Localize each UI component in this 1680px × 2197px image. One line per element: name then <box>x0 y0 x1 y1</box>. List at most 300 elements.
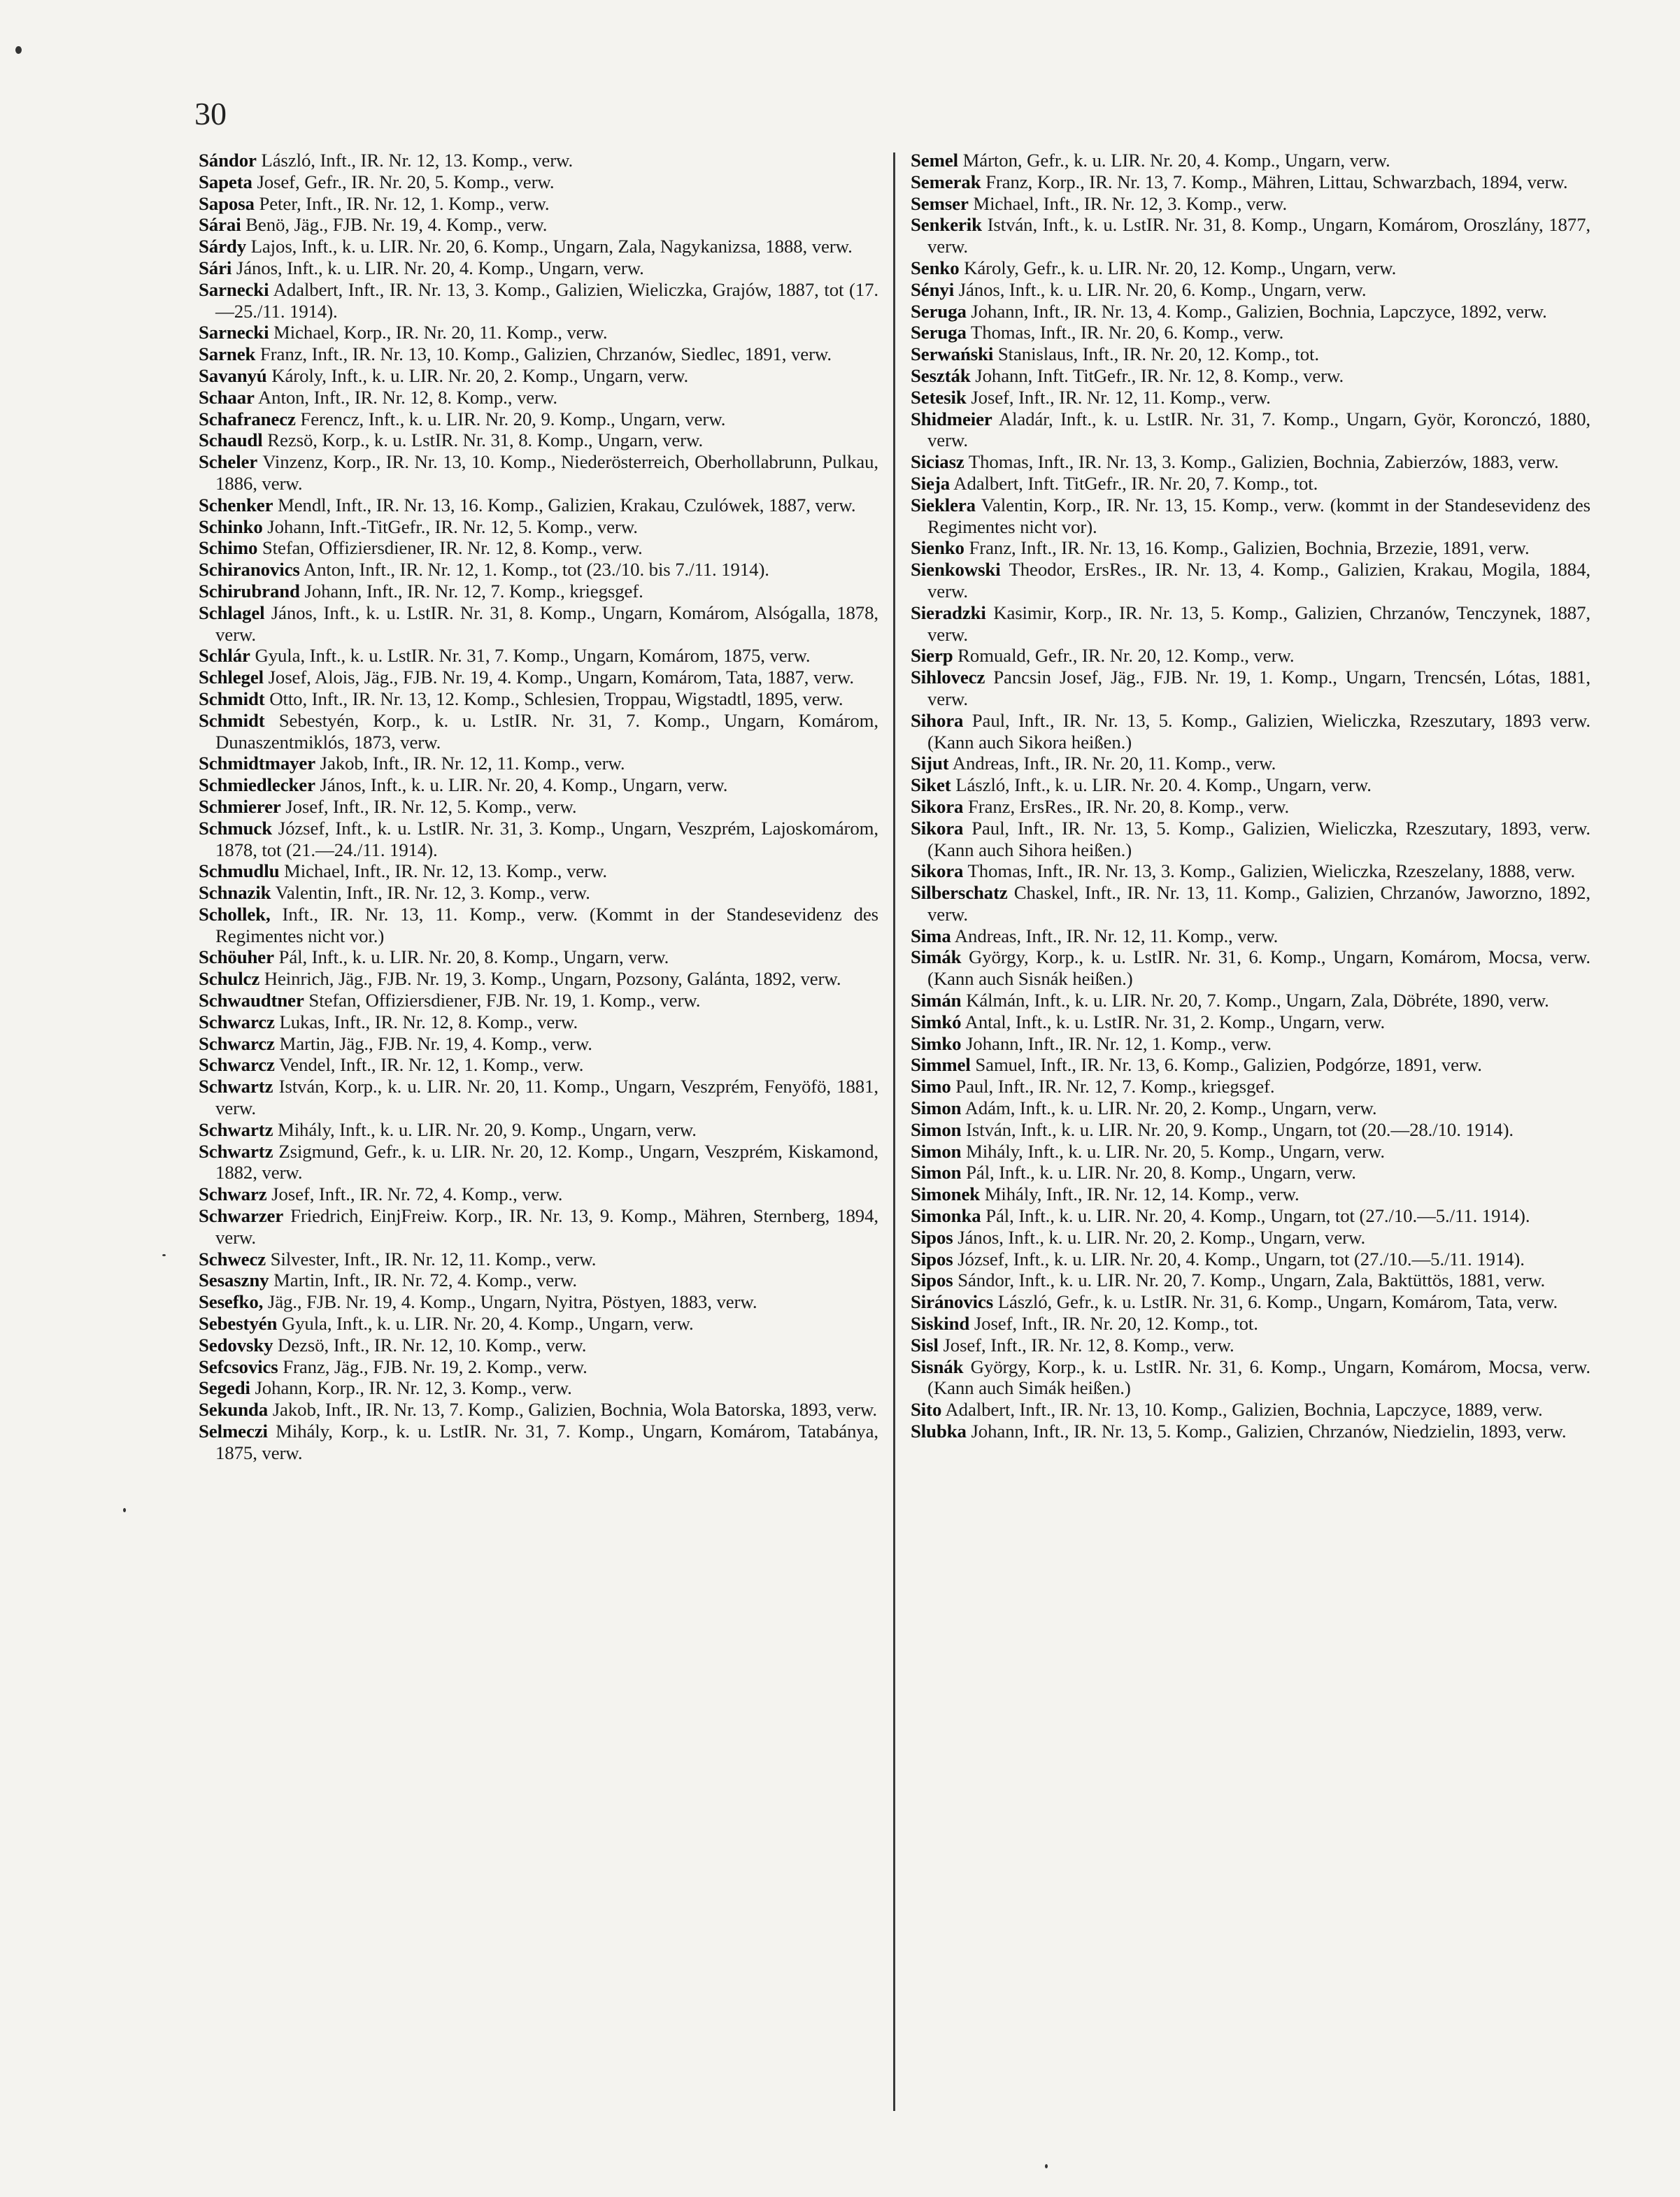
surname: Sikora <box>911 860 964 882</box>
entry-details: Lukas, Inft., IR. Nr. 12, 8. Komp., verw. <box>279 1011 578 1032</box>
roster-entry <box>199 1033 878 1055</box>
surname: Sándor <box>199 150 257 171</box>
surname: Simonka <box>911 1205 981 1227</box>
surname: Sienko <box>911 537 964 559</box>
surname: Sedovsky <box>199 1334 273 1356</box>
roster-entry <box>199 150 878 171</box>
entry-details: István, Inft., k. u. LIR. Nr. 20, 9. Komp., Ungarn, tot (20.—28./10. 1914). <box>966 1118 1514 1140</box>
surname: Senkerik <box>911 214 982 236</box>
roster-entry <box>199 516 878 538</box>
roster-entry <box>911 1335 1590 1356</box>
roster-entry <box>911 925 1590 947</box>
surname: Schinko <box>199 516 263 537</box>
ink-speck <box>15 46 22 54</box>
entry-details: Pancsin Josef, Jäg., FJB. Nr. 19, 1. Komp., Ungarn, Trencsén, Lótas, 1881, verw. <box>927 667 1590 709</box>
surname: Shidmeier <box>911 408 992 429</box>
roster-entry <box>911 1097 1590 1119</box>
entry-details: János, Inft., k. u. LIR. Nr. 20, 4. Komp., Ungarn, verw. <box>320 774 728 796</box>
entry-details: Josef, Gefr., IR. Nr. 20, 5. Komp., verw. <box>257 171 555 192</box>
surname: Sihlovecz <box>911 667 985 688</box>
surname: Sisnák <box>911 1356 964 1377</box>
entry-details: Jakob, Inft., IR. Nr. 12, 11. Komp., verw. <box>320 753 625 774</box>
surname: Siciasz <box>911 451 964 473</box>
entry-details: Josef, Inft., IR. Nr. 12, 8. Komp., verw. <box>943 1334 1234 1356</box>
entry-details: József, Inft., k. u. LIR. Nr. 20, 4. Komp., Ungarn, tot (27./10.—5./11. 1914). <box>958 1248 1525 1270</box>
ink-speck <box>162 1254 166 1256</box>
surname: Sarnek <box>199 343 256 365</box>
entry-details: László, Inft., IR. Nr. 12, 13. Komp., verw. <box>261 150 574 171</box>
surname: Sárai <box>199 214 241 236</box>
roster-entry <box>199 1249 878 1270</box>
surname: Sihora <box>911 709 964 731</box>
entry-details: János, Inft., k. u. LIR. Nr. 20, 2. Komp., Ungarn, verw. <box>958 1226 1366 1248</box>
entry-details: Franz, ErsRes., IR. Nr. 20, 8. Komp., verw. <box>967 795 1290 817</box>
surname: Simon <box>911 1097 962 1119</box>
roster-entry <box>199 1183 878 1205</box>
surname: Simán <box>911 990 962 1011</box>
entry-details: István, Korp., k. u. LIR. Nr. 20, 11. Komp., Ungarn, Veszprém, Fenyöfö, 1881, verw. <box>215 1076 878 1119</box>
roster-entry <box>199 581 878 602</box>
entry-details: Rezsö, Korp., k. u. LstIR. Nr. 31, 8. Komp., Ungarn, verw. <box>267 429 704 451</box>
entry-details: Franz, Korp., IR. Nr. 13, 7. Komp., Mähren, Littau, Schwarzbach, 1894, verw. <box>985 171 1568 192</box>
entry-details: Michael, Inft., IR. Nr. 12, 13. Komp., verw. <box>284 860 607 882</box>
surname: Sarnecki <box>199 278 269 300</box>
entry-details: Vinzenz, Korp., IR. Nr. 13, 10. Komp., Niederösterreich, Oberhollabrunn, Pulkau, 1886, verw. <box>215 451 878 494</box>
entry-details: Károly, Gefr., k. u. LIR. Nr. 20, 12. Komp., Ungarn, verw. <box>964 257 1397 278</box>
surname: Schmuck <box>199 817 273 839</box>
roster-entry <box>911 1119 1590 1141</box>
surname: Semel <box>911 150 958 171</box>
roster-entry <box>199 495 878 516</box>
roster-entry <box>911 150 1590 171</box>
surname: Simonek <box>911 1183 981 1205</box>
roster-entry <box>199 257 878 279</box>
left-column <box>199 150 878 1464</box>
roster-entry <box>911 882 1590 925</box>
roster-entry <box>199 818 878 861</box>
entry-details: Martin, Inft., IR. Nr. 72, 4. Komp., verw. <box>273 1270 577 1291</box>
surname: Sényi <box>911 278 955 300</box>
roster-entry <box>911 1421 1590 1442</box>
roster-entry <box>911 387 1590 408</box>
surname: Sesefko, <box>199 1291 264 1313</box>
roster-entry <box>911 1313 1590 1335</box>
entry-details: Friedrich, EinjFreiw. Korp., IR. Nr. 13, 9. Komp., Mähren, Sternberg, 1894, verw. <box>215 1205 878 1248</box>
entry-details: János, Inft., k. u. LstIR. Nr. 31, 8. Komp., Ungarn, Komárom, Alsógalla, 1878, verw. <box>215 602 878 645</box>
surname: Sieradzki <box>911 602 986 623</box>
entry-details: Benö, Jäg., FJB. Nr. 19, 4. Komp., verw. <box>245 214 548 236</box>
entry-details: Andreas, Inft., IR. Nr. 20, 11. Komp., verw. <box>952 753 1276 774</box>
surname: Schlegel <box>199 667 264 688</box>
surname: Schnazik <box>199 882 271 904</box>
surname: Sikora <box>911 817 964 839</box>
surname: Schaar <box>199 386 255 408</box>
roster-entry <box>911 279 1590 301</box>
surname: Simon <box>911 1162 962 1183</box>
surname: Sijut <box>911 753 949 774</box>
roster-entry <box>911 171 1590 193</box>
entry-details: Michael, Korp., IR. Nr. 20, 11. Komp., verw. <box>273 322 608 343</box>
surname: Schwarz <box>199 1183 267 1205</box>
surname: Sieklera <box>911 494 976 516</box>
roster-entry <box>199 710 878 753</box>
roster-entry <box>911 1141 1590 1163</box>
surname: Schmidt <box>199 709 265 731</box>
surname: Schenker <box>199 494 273 516</box>
roster-entry <box>911 257 1590 279</box>
roster-entry <box>911 537 1590 559</box>
entry-details: Paul, Inft., IR. Nr. 13, 5. Komp., Galizien, Wieliczka, Rzeszutary, 1893 verw. (Kann auch Sikora heißen.) <box>927 709 1590 753</box>
roster-entry <box>199 1119 878 1141</box>
roster-entry <box>199 946 878 968</box>
surname: Schmidt <box>199 688 265 709</box>
roster-entry <box>911 1205 1590 1227</box>
surname: Sipos <box>911 1270 953 1291</box>
entry-details: Aladár, Inft., k. u. LstIR. Nr. 31, 7. Komp., Ungarn, Györ, Koronczó, 1880, verw. <box>927 408 1590 451</box>
entry-details: Antal, Inft., k. u. LstIR. Nr. 31, 2. Komp., Ungarn, verw. <box>964 1011 1386 1032</box>
entry-details: Mihály, Inft., k. u. LIR. Nr. 20, 9. Komp., Ungarn, verw. <box>277 1118 697 1140</box>
entry-details: Mendl, Inft., IR. Nr. 13, 16. Komp., Galizien, Krakau, Czulówek, 1887, verw. <box>278 494 856 516</box>
roster-entry <box>911 343 1590 365</box>
surname: Seruga <box>911 300 967 322</box>
surname: Sito <box>911 1399 942 1421</box>
surname: Serwański <box>911 343 994 365</box>
roster-entry <box>911 818 1590 861</box>
surname: Saposa <box>199 192 255 214</box>
surname: Sefcsovics <box>199 1356 278 1377</box>
roster-entry <box>911 1249 1590 1270</box>
roster-entry <box>199 1356 878 1378</box>
entry-details: Johann, Inft., IR. Nr. 13, 5. Komp., Galizien, Chrzanów, Niedzielin, 1893, verw. <box>971 1421 1567 1442</box>
roster-entry <box>199 990 878 1011</box>
entry-details: György, Korp., k. u. LstIR. Nr. 31, 6. Komp., Ungarn, Komárom, Mocsa, verw. (Kann auch Simák heißen.) <box>927 1356 1590 1399</box>
surname: Schwarcz <box>199 1054 275 1076</box>
roster-entry <box>199 279 878 322</box>
entry-details: Kasimir, Korp., IR. Nr. 13, 5. Komp., Galizien, Chrzanów, Tenczynek, 1887, verw. <box>927 602 1590 645</box>
roster-entry <box>199 1335 878 1356</box>
entry-details: Pál, Inft., k. u. LIR. Nr. 20, 8. Komp., Ungarn, verw. <box>966 1162 1356 1183</box>
surname: Sieja <box>911 472 951 494</box>
ink-speck <box>123 1508 126 1512</box>
surname: Siket <box>911 774 951 796</box>
entry-details: László, Inft., k. u. LIR. Nr. 20. 4. Komp., Ungarn, verw. <box>955 774 1372 796</box>
roster-entry <box>199 602 878 646</box>
roster-entry <box>911 559 1590 602</box>
entry-details: Thomas, Inft., IR. Nr. 20, 6. Komp., verw. <box>970 322 1284 343</box>
roster-entry <box>199 753 878 774</box>
entry-details: István, Inft., k. u. LstIR. Nr. 31, 8. Komp., Ungarn, Komárom, Oroszlány, 1877, verw. <box>927 214 1590 257</box>
entry-details: Pál, Inft., k. u. LIR. Nr. 20, 8. Komp., Ungarn, verw. <box>278 946 669 968</box>
entry-details: Thomas, Inft., IR. Nr. 13, 3. Komp., Galizien, Wieliczka, Rzeszelany, 1888, verw. <box>967 860 1576 882</box>
surname: Schwarcz <box>199 1011 275 1032</box>
entry-details: Ferencz, Inft., k. u. LIR. Nr. 20, 9. Komp., Ungarn, verw. <box>300 408 726 429</box>
roster-entry <box>199 1141 878 1184</box>
roster-entry <box>199 1377 878 1399</box>
roster-entry <box>199 796 878 818</box>
entry-details: Josef, Inft., IR. Nr. 20, 12. Komp., tot. <box>974 1313 1258 1335</box>
entry-details: Jakob, Inft., IR. Nr. 13, 7. Komp., Galizien, Bochnia, Wola Batorska, 1893, verw. <box>272 1399 877 1421</box>
surname: Savanyú <box>199 364 267 386</box>
surname: Schirubrand <box>199 580 300 602</box>
surname: Schwarcz <box>199 1032 275 1054</box>
entry-details: Vendel, Inft., IR. Nr. 12, 1. Komp., verw. <box>278 1054 584 1076</box>
entry-details: Josef, Inft., IR. Nr. 12, 5. Komp., verw. <box>285 795 577 817</box>
entry-details: Franz, Inft., IR. Nr. 13, 10. Komp., Galizien, Chrzanów, Siedlec, 1891, verw. <box>259 343 832 365</box>
roster-entry <box>199 236 878 257</box>
surname: Sipos <box>911 1248 953 1270</box>
entry-details: József, Inft., k. u. LstIR. Nr. 31, 3. Komp., Ungarn, Veszprém, Lajoskomárom, 1878, tot (21.—24./11. 1914). <box>215 817 878 860</box>
roster-entry <box>911 753 1590 774</box>
entry-details: Anton, Inft., IR. Nr. 12, 1. Komp., tot (23./10. bis 7./11. 1914). <box>303 559 769 581</box>
entry-details: Gyula, Inft., k. u. LstIR. Nr. 31, 7. Komp., Ungarn, Komárom, 1875, verw. <box>255 645 811 667</box>
roster-entry <box>911 602 1590 646</box>
entry-details: Paul, Inft., IR. Nr. 13, 5. Komp., Galizien, Wieliczka, Rzeszutary, 1893, verw. (Kann auch Sihora heißen.) <box>927 817 1590 860</box>
roster-entry <box>911 645 1590 667</box>
roster-entry <box>911 1011 1590 1033</box>
roster-entry <box>199 451 878 495</box>
entry-details: Chaskel, Inft., IR. Nr. 13, 11. Komp., Galizien, Chrzanów, Jaworzno, 1892, verw. <box>927 882 1590 925</box>
entry-details: Pál, Inft., k. u. LIR. Nr. 20, 4. Komp., Ungarn, tot (27./10.—5./11. 1914). <box>985 1205 1530 1227</box>
entry-details: Johann, Inft.-TitGefr., IR. Nr. 12, 5. Komp., verw. <box>267 516 638 537</box>
entry-details: Stefan, Offiziersdiener, FJB. Nr. 19, 1. Komp., verw. <box>308 990 701 1011</box>
column-divider <box>893 152 895 2111</box>
surname: Simák <box>911 946 962 968</box>
entry-details: Márton, Gefr., k. u. LIR. Nr. 20, 4. Komp., Ungarn, verw. <box>962 150 1390 171</box>
roster-entry <box>911 451 1590 473</box>
surname: Sarnecki <box>199 322 269 343</box>
entry-details: Martin, Jäg., FJB. Nr. 19, 4. Komp., verw. <box>279 1032 592 1054</box>
entry-details: János, Inft., k. u. LIR. Nr. 20, 4. Komp., Ungarn, verw. <box>236 257 644 278</box>
entry-details: Mihály, Inft., IR. Nr. 12, 14. Komp., verw. <box>984 1183 1300 1205</box>
surname: Segedi <box>199 1377 250 1399</box>
roster-entry <box>199 171 878 193</box>
surname: Schwartz <box>199 1076 273 1097</box>
roster-entry <box>199 408 878 430</box>
roster-entry <box>199 860 878 882</box>
surname: Semser <box>911 192 969 214</box>
roster-entry <box>199 559 878 581</box>
entry-details: Adám, Inft., k. u. LIR. Nr. 20, 2. Komp., Ungarn, verw. <box>964 1097 1377 1119</box>
entry-details: Dezsö, Inft., IR. Nr. 12, 10. Komp., verw. <box>278 1334 587 1356</box>
entry-details: Samuel, Inft., IR. Nr. 13, 6. Komp., Galizien, Podgórze, 1891, verw. <box>975 1054 1482 1076</box>
surname: Schmidtmayer <box>199 753 316 774</box>
surname: Selmeczi <box>199 1421 268 1442</box>
entry-details: Johann, Inft., IR. Nr. 13, 4. Komp., Galizien, Bochnia, Lapczyce, 1892, verw. <box>971 300 1547 322</box>
surname: Seszták <box>911 364 971 386</box>
roster-entry <box>911 301 1590 322</box>
ink-speck <box>1045 2164 1048 2168</box>
entry-details: Josef, Inft., IR. Nr. 72, 4. Komp., verw. <box>271 1183 563 1205</box>
roster-entry <box>199 193 878 215</box>
surname: Senko <box>911 257 960 278</box>
roster-entry <box>911 408 1590 452</box>
surname: Scheler <box>199 451 258 473</box>
entry-details: Adalbert, Inft. TitGefr., IR. Nr. 20, 7. Komp., tot. <box>953 472 1318 494</box>
entry-details: Peter, Inft., IR. Nr. 12, 1. Komp., verw. <box>259 192 550 214</box>
entry-details: Josef, Inft., IR. Nr. 12, 11. Komp., verw. <box>971 386 1271 408</box>
roster-entry <box>199 214 878 236</box>
surname: Slubka <box>911 1421 967 1442</box>
roster-entry <box>911 1291 1590 1313</box>
surname: Schwartz <box>199 1140 273 1162</box>
entry-details: Jäg., FJB. Nr. 19, 4. Komp., Ungarn, Nyitra, Pöstyen, 1883, verw. <box>267 1291 757 1313</box>
roster-entry <box>911 1183 1590 1205</box>
roster-entry <box>199 882 878 904</box>
entry-details: Sebestyén, Korp., k. u. LstIR. Nr. 31, 7. Komp., Ungarn, Komárom, Dunaszentmiklós, 1873, verw. <box>215 709 878 753</box>
roster-entry <box>199 1076 878 1119</box>
entry-details: Kálmán, Inft., k. u. LIR. Nr. 20, 7. Komp., Ungarn, Zala, Döbréte, 1890, verw. <box>966 990 1549 1011</box>
page-number: 30 <box>194 96 227 131</box>
roster-entry <box>911 322 1590 343</box>
roster-entry <box>911 1076 1590 1097</box>
surname: Setesik <box>911 386 967 408</box>
roster-entry <box>911 1162 1590 1183</box>
surname: Siránovics <box>911 1291 994 1313</box>
roster-entry <box>911 495 1590 538</box>
roster-entry <box>199 667 878 688</box>
surname: Sári <box>199 257 232 278</box>
roster-entry <box>911 1399 1590 1421</box>
entry-details: Franz, Inft., IR. Nr. 13, 16. Komp., Galizien, Bochnia, Brzezie, 1891, verw. <box>969 537 1530 559</box>
surname: Schwartz <box>199 1118 273 1140</box>
surname: Schollek, <box>199 903 271 925</box>
roster-entry <box>911 710 1590 753</box>
roster-entry <box>911 365 1590 387</box>
roster-entry <box>911 946 1590 990</box>
surname: Siskind <box>911 1313 970 1335</box>
entry-details: Zsigmund, Gefr., k. u. LIR. Nr. 20, 12. Komp., Ungarn, Veszprém, Kiskamond, 1882, verw. <box>215 1140 878 1183</box>
roster-entry <box>911 990 1590 1011</box>
roster-entry <box>199 365 878 387</box>
entry-details: Mihály, Korp., k. u. LstIR. Nr. 31, 7. Komp., Ungarn, Komárom, Tatabánya, 1875, verw. <box>215 1421 878 1463</box>
entry-details: Josef, Alois, Jäg., FJB. Nr. 19, 4. Komp., Ungarn, Komárom, Tata, 1887, verw. <box>268 667 855 688</box>
entry-details: János, Inft., k. u. LIR. Nr. 20, 6. Komp., Ungarn, verw. <box>958 278 1367 300</box>
surname: Sebestyén <box>199 1313 278 1335</box>
entry-details: Franz, Jäg., FJB. Nr. 19, 2. Komp., verw. <box>283 1356 588 1377</box>
roster-entry <box>199 1399 878 1421</box>
roster-entry <box>199 387 878 408</box>
entry-details: György, Korp., k. u. LstIR. Nr. 31, 6. Komp., Ungarn, Komárom, Mocsa, verw. (Kann auch Sisnák heißen.) <box>927 946 1590 990</box>
entry-details: Heinrich, Jäg., FJB. Nr. 19, 3. Komp., Ungarn, Pozsony, Galánta, 1892, verw. <box>264 968 841 990</box>
roster-entry <box>911 860 1590 882</box>
entry-details: Adalbert, Inft., IR. Nr. 13, 10. Komp., Galizien, Bochnia, Lapczyce, 1889, verw. <box>945 1399 1543 1421</box>
roster-entry <box>911 214 1590 257</box>
entry-details: Johann, Inft. TitGefr., IR. Nr. 12, 8. Komp., verw. <box>975 364 1344 386</box>
roster-entry <box>911 1356 1590 1400</box>
surname: Simon <box>911 1140 962 1162</box>
surname: Schiranovics <box>199 559 300 581</box>
roster-entry <box>199 537 878 559</box>
right-column <box>911 150 1590 1442</box>
entry-details: Otto, Inft., IR. Nr. 13, 12. Komp., Schlesien, Troppau, Wigstadtl, 1895, verw. <box>269 688 843 709</box>
roster-entry <box>199 1270 878 1291</box>
surname: Schwaudtner <box>199 990 304 1011</box>
roster-entry <box>199 688 878 710</box>
surname: Sienkowski <box>911 559 1001 581</box>
roster-entry <box>911 1054 1590 1076</box>
roster-entry <box>199 645 878 667</box>
roster-entry <box>199 968 878 990</box>
entry-details: Paul, Inft., IR. Nr. 12, 7. Komp., kriegsgef. <box>955 1076 1275 1097</box>
surname: Seruga <box>911 322 967 343</box>
roster-entry <box>199 322 878 343</box>
roster-entry <box>911 473 1590 495</box>
surname: Schmiedlecker <box>199 774 315 796</box>
surname: Simmel <box>911 1054 971 1076</box>
roster-entry <box>911 1270 1590 1291</box>
surname: Schlagel <box>199 602 265 623</box>
surname: Schmierer <box>199 795 281 817</box>
surname: Schimo <box>199 537 258 559</box>
entry-details: Johann, Inft., IR. Nr. 12, 1. Komp., verw. <box>966 1032 1272 1054</box>
roster-entry <box>199 1054 878 1076</box>
entry-details: Mihály, Inft., k. u. LIR. Nr. 20, 5. Komp., Ungarn, verw. <box>966 1140 1385 1162</box>
surname: Sipos <box>911 1226 953 1248</box>
surname: Sima <box>911 925 951 946</box>
entry-details: Andreas, Inft., IR. Nr. 12, 11. Komp., verw. <box>954 925 1279 946</box>
roster-entry <box>199 1291 878 1313</box>
roster-entry <box>199 429 878 451</box>
surname: Sárdy <box>199 236 246 257</box>
roster-entry <box>199 904 878 947</box>
surname: Schulcz <box>199 968 260 990</box>
entry-details: Johann, Korp., IR. Nr. 12, 3. Komp., verw. <box>255 1377 572 1399</box>
entry-details: Johann, Inft., IR. Nr. 12, 7. Komp., kriegsgef. <box>304 580 643 602</box>
surname: Sisl <box>911 1334 939 1356</box>
entry-details: Silvester, Inft., IR. Nr. 12, 11. Komp., verw. <box>270 1248 597 1270</box>
entry-details: Lajos, Inft., k. u. LIR. Nr. 20, 6. Komp., Ungarn, Zala, Nagykanizsa, 1888, verw. <box>250 236 853 257</box>
surname: Sikora <box>911 795 964 817</box>
surname: Sierp <box>911 645 953 667</box>
surname: Simkó <box>911 1011 962 1032</box>
surname: Sapeta <box>199 171 252 192</box>
roster-entry <box>911 667 1590 710</box>
surname: Sekunda <box>199 1399 269 1421</box>
entry-details: Inft., IR. Nr. 13, 11. Komp., verw. (Kommt in der Standesevidenz des Regimentes nicht vor.) <box>215 903 878 946</box>
surname: Schmudlu <box>199 860 280 882</box>
entry-details: Stanislaus, Inft., IR. Nr. 20, 12. Komp., tot. <box>997 343 1319 365</box>
surname: Sesaszny <box>199 1270 269 1291</box>
entry-details: Romuald, Gefr., IR. Nr. 20, 12. Komp., verw. <box>958 645 1295 667</box>
entry-details: Stefan, Offiziersdiener, IR. Nr. 12, 8. Komp., verw. <box>262 537 643 559</box>
roster-entry <box>199 1421 878 1464</box>
entry-details: Károly, Inft., k. u. LIR. Nr. 20, 2. Komp., Ungarn, verw. <box>271 364 689 386</box>
surname: Simon <box>911 1118 962 1140</box>
surname: Silberschatz <box>911 882 1008 904</box>
entry-details: Adalbert, Inft., IR. Nr. 13, 3. Komp., Galizien, Wieliczka, Grajów, 1887, tot (17.—25./11. 1914). <box>215 278 878 322</box>
roster-entry <box>911 774 1590 796</box>
entry-details: Theodor, ErsRes., IR. Nr. 13, 4. Komp., Galizien, Krakau, Mogila, 1884, verw. <box>927 559 1590 602</box>
entry-details: Valentin, Korp., IR. Nr. 13, 15. Komp., verw. (kommt in der Standesevidenz des Regimentes nicht vor). <box>927 494 1590 537</box>
roster-entry <box>199 343 878 365</box>
surname: Schwecz <box>199 1248 266 1270</box>
roster-entry <box>199 1313 878 1335</box>
roster-entry <box>911 1227 1590 1249</box>
entry-details: Thomas, Inft., IR. Nr. 13, 3. Komp., Galizien, Bochnia, Zabierzów, 1883, verw. <box>968 451 1559 473</box>
roster-entry <box>199 1011 878 1033</box>
surname: Schöuher <box>199 946 274 968</box>
surname: Schlár <box>199 645 250 667</box>
roster-entry <box>911 1033 1590 1055</box>
entry-details: Sándor, Inft., k. u. LIR. Nr. 20, 7. Komp., Ungarn, Zala, Baktüttös, 1881, verw. <box>958 1270 1546 1291</box>
surname: Semerak <box>911 171 981 192</box>
surname: Schwarzer <box>199 1205 284 1227</box>
surname: Simo <box>911 1076 951 1097</box>
entry-details: Gyula, Inft., k. u. LIR. Nr. 20, 4. Komp., Ungarn, verw. <box>281 1313 694 1335</box>
surname: Schafranecz <box>199 408 296 429</box>
roster-entry <box>911 796 1590 818</box>
surname: Simko <box>911 1032 962 1054</box>
